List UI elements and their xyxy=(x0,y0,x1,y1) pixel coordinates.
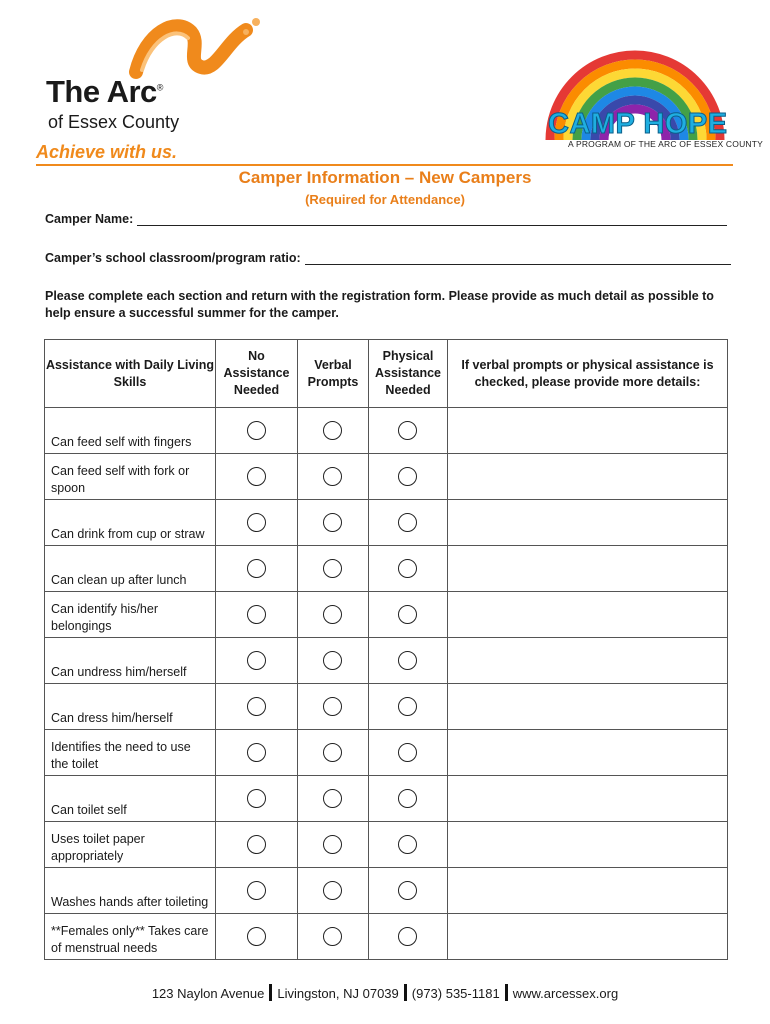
table-row xyxy=(45,821,727,867)
no-assistance-cell xyxy=(215,822,297,867)
physical-assistance-cell xyxy=(368,868,447,913)
no-assistance-cell xyxy=(215,776,297,821)
physical-assistance-cell xyxy=(368,914,447,959)
physical-assistance-radio[interactable] xyxy=(398,467,417,486)
no-assistance-radio[interactable] xyxy=(247,697,266,716)
no-assistance-radio[interactable] xyxy=(247,605,266,624)
verbal-prompts-radio[interactable] xyxy=(323,743,342,762)
skill-label-text: Can dress him/herself xyxy=(51,711,173,725)
skill-label-text: Identifies the need to use the toilet xyxy=(51,740,191,771)
table-header-row xyxy=(45,340,727,407)
skill-label-text: Washes hands after toileting xyxy=(51,895,209,909)
header-no-assistance: No Assistance Needed xyxy=(215,340,297,407)
skill-label xyxy=(45,592,215,637)
camp-sub: A PROGRAM OF THE ARC OF ESSEX COUNTY xyxy=(568,139,764,149)
no-assistance-cell xyxy=(215,454,297,499)
verbal-prompts-cell xyxy=(297,730,368,775)
verbal-prompts-radio[interactable] xyxy=(323,927,342,946)
physical-assistance-radio[interactable] xyxy=(398,789,417,808)
arc-logo xyxy=(36,12,236,162)
no-assistance-cell xyxy=(215,914,297,959)
no-assistance-cell xyxy=(215,868,297,913)
skill-label-text: Can feed self with fork or spoon xyxy=(51,464,190,495)
verbal-prompts-cell xyxy=(297,638,368,683)
details-input[interactable] xyxy=(447,822,727,867)
skills-table xyxy=(44,339,728,960)
verbal-prompts-radio[interactable] xyxy=(323,651,342,670)
details-input[interactable] xyxy=(447,914,727,959)
footer-city: Livingston, NJ 07039 xyxy=(277,986,399,1001)
physical-assistance-cell xyxy=(368,546,447,591)
table-row xyxy=(45,453,727,499)
physical-assistance-cell xyxy=(368,730,447,775)
verbal-prompts-radio[interactable] xyxy=(323,697,342,716)
verbal-prompts-cell xyxy=(297,500,368,545)
skill-label-text: **Females only** Takes care of menstrual needs xyxy=(51,924,209,955)
table-row xyxy=(45,591,727,637)
table-row xyxy=(45,729,727,775)
skill-label xyxy=(45,684,215,729)
physical-assistance-cell xyxy=(368,776,447,821)
physical-assistance-cell xyxy=(368,592,447,637)
verbal-prompts-cell xyxy=(297,684,368,729)
physical-assistance-radio[interactable] xyxy=(398,513,417,532)
skill-label-text: Can undress him/herself xyxy=(51,665,187,679)
physical-assistance-cell xyxy=(368,638,447,683)
table-row xyxy=(45,499,727,545)
table-row xyxy=(45,407,727,453)
skill-label-text: Can toilet self xyxy=(51,803,127,817)
org-name: The Arc® xyxy=(46,74,163,109)
page-subtitle: (Required for Attendance) xyxy=(305,192,465,207)
skill-label-text: Can drink from cup or straw xyxy=(51,527,205,541)
footer-separator xyxy=(404,984,407,1001)
no-assistance-cell xyxy=(215,408,297,453)
physical-assistance-radio[interactable] xyxy=(398,927,417,946)
no-assistance-cell xyxy=(215,730,297,775)
physical-assistance-radio[interactable] xyxy=(398,881,417,900)
verbal-prompts-cell xyxy=(297,408,368,453)
details-input[interactable] xyxy=(447,546,727,591)
table-row xyxy=(45,867,727,913)
table-row xyxy=(45,545,727,591)
no-assistance-cell xyxy=(215,592,297,637)
verbal-prompts-radio[interactable] xyxy=(323,835,342,854)
no-assistance-radio[interactable] xyxy=(247,513,266,532)
instructions: Please complete each section and return with the registration form. Please provide as much detail as possible to help ensure a successful summer for the camper. xyxy=(45,289,714,320)
camper-name-label: Camper Name: xyxy=(45,212,134,226)
tagline: Achieve with us. xyxy=(36,142,178,162)
ratio-label: Camper’s school classroom/program ratio: xyxy=(45,251,301,265)
verbal-prompts-radio[interactable] xyxy=(323,421,342,440)
verbal-prompts-radio[interactable] xyxy=(323,513,342,532)
camper-name-input[interactable] xyxy=(137,211,727,226)
no-assistance-radio[interactable] xyxy=(247,881,266,900)
camp-name: CAMP HOPE xyxy=(548,108,728,140)
verbal-prompts-radio[interactable] xyxy=(323,467,342,486)
footer-address: 123 Naylon Avenue xyxy=(151,986,265,1001)
no-assistance-radio[interactable] xyxy=(247,789,266,808)
physical-assistance-radio[interactable] xyxy=(398,421,417,440)
details-input[interactable] xyxy=(447,684,727,729)
no-assistance-cell xyxy=(215,684,297,729)
header-skill: Assistance with Daily Living Skills xyxy=(45,357,215,389)
details-input[interactable] xyxy=(447,500,727,545)
no-assistance-radio[interactable] xyxy=(247,421,266,440)
footer xyxy=(0,984,770,1001)
verbal-prompts-radio[interactable] xyxy=(323,559,342,578)
verbal-prompts-cell xyxy=(297,454,368,499)
verbal-prompts-radio[interactable] xyxy=(323,789,342,808)
header-physical-assistance: Physical Assistance Needed xyxy=(368,340,447,407)
no-assistance-cell xyxy=(215,638,297,683)
verbal-prompts-cell xyxy=(297,914,368,959)
details-input[interactable] xyxy=(447,454,727,499)
verbal-prompts-cell xyxy=(297,776,368,821)
skill-label-text: Uses toilet paper appropriately xyxy=(51,832,145,863)
verbal-prompts-cell xyxy=(297,868,368,913)
skill-label xyxy=(45,408,215,453)
header-details: If verbal prompts or physical assistance is checked, please provide more details: xyxy=(447,340,727,407)
skill-label-text: Can feed self with fingers xyxy=(51,435,192,449)
physical-assistance-cell xyxy=(368,500,447,545)
camper-name-field xyxy=(45,211,727,226)
skill-label xyxy=(45,776,215,821)
physical-assistance-cell xyxy=(368,408,447,453)
details-input[interactable] xyxy=(447,868,727,913)
physical-assistance-cell xyxy=(368,684,447,729)
details-input[interactable] xyxy=(447,776,727,821)
verbal-prompts-cell xyxy=(297,592,368,637)
skill-label xyxy=(45,868,215,913)
table-row xyxy=(45,683,727,729)
skill-label xyxy=(45,914,215,959)
skill-label xyxy=(45,500,215,545)
no-assistance-radio[interactable] xyxy=(247,835,266,854)
no-assistance-radio[interactable] xyxy=(247,927,266,946)
table-row xyxy=(45,637,727,683)
physical-assistance-radio[interactable] xyxy=(398,743,417,762)
physical-assistance-radio[interactable] xyxy=(398,559,417,578)
skill-label xyxy=(45,730,215,775)
no-assistance-radio[interactable] xyxy=(247,743,266,762)
physical-assistance-cell xyxy=(368,822,447,867)
verbal-prompts-cell xyxy=(297,546,368,591)
physical-assistance-cell xyxy=(368,454,447,499)
skill-label xyxy=(45,546,215,591)
header-divider xyxy=(36,164,733,166)
no-assistance-radio[interactable] xyxy=(247,651,266,670)
verbal-prompts-cell xyxy=(297,822,368,867)
footer-separator xyxy=(505,984,508,1001)
table-row xyxy=(45,913,727,959)
ratio-input[interactable] xyxy=(305,250,731,265)
page-title: Camper Information – New Campers xyxy=(238,168,532,187)
no-assistance-radio[interactable] xyxy=(247,467,266,486)
verbal-prompts-radio[interactable] xyxy=(323,605,342,624)
org-sub: of Essex County xyxy=(48,112,180,132)
physical-assistance-radio[interactable] xyxy=(398,835,417,854)
footer-separator xyxy=(269,984,272,1001)
physical-assistance-radio[interactable] xyxy=(398,605,417,624)
table-row xyxy=(45,775,727,821)
details-input[interactable] xyxy=(447,408,727,453)
skill-label-text: Can identify his/her belongings xyxy=(51,602,159,633)
skill-label xyxy=(45,454,215,499)
verbal-prompts-radio[interactable] xyxy=(323,881,342,900)
physical-assistance-radio[interactable] xyxy=(398,651,417,670)
details-input[interactable] xyxy=(447,592,727,637)
no-assistance-cell xyxy=(215,500,297,545)
ratio-field xyxy=(45,250,731,265)
skill-label-text: Can clean up after lunch xyxy=(51,573,187,587)
footer-phone: (973) 535-1181 xyxy=(411,986,500,1001)
physical-assistance-radio[interactable] xyxy=(398,697,417,716)
header-verbal-prompts: Verbal Prompts xyxy=(297,340,368,407)
no-assistance-radio[interactable] xyxy=(247,559,266,578)
footer-website[interactable]: www.arcessex.org xyxy=(512,986,619,1001)
no-assistance-cell xyxy=(215,546,297,591)
details-input[interactable] xyxy=(447,638,727,683)
skill-label xyxy=(45,822,215,867)
skill-label xyxy=(45,638,215,683)
details-input[interactable] xyxy=(447,730,727,775)
